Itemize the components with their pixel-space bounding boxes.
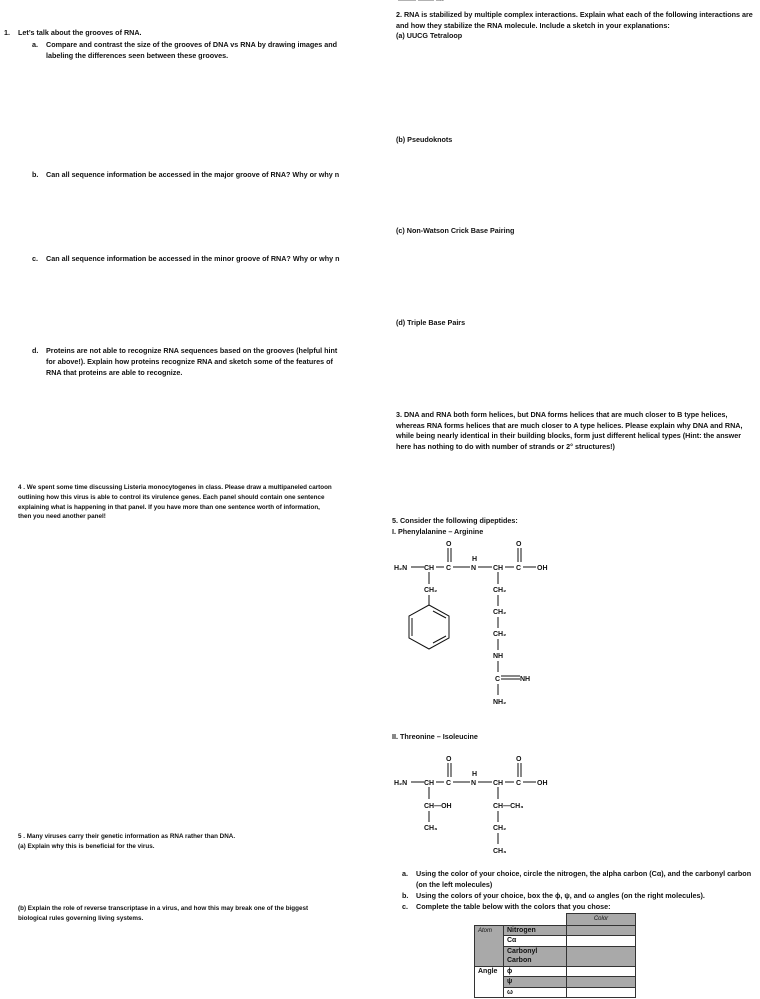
chem2-ch-oh: CH—OH: [424, 803, 452, 810]
q2-line-2: and how they stabilize the RNA molecule. Include a sketch in your explanations:: [396, 20, 670, 30]
table-color-phi[interactable]: [567, 966, 636, 977]
q3-line-3: while being nearly identical in their building blocks, form just different helical types (Hint: the answer: [396, 431, 742, 440]
table-color-omega[interactable]: [567, 987, 636, 998]
q5-sub-a-label: a.: [402, 869, 408, 878]
q3-line-1: 3. DNA and RNA both form helices, but DNA forms helices that are much closer to B type helices,: [396, 410, 728, 419]
chem-ch-2: CH: [493, 565, 504, 572]
chem2-c: C: [446, 780, 452, 787]
chem-h: H: [472, 556, 478, 563]
chem-o-2: O: [516, 541, 522, 548]
chem-ch2-arg-1: CH₂: [493, 587, 507, 594]
chem2-ch2-ile: CH₂: [493, 825, 507, 832]
table-atom-label: Atom: [475, 925, 504, 966]
q1d-label: d.: [32, 346, 39, 355]
table-atom-carbonyl: Carbonyl Carbon: [504, 946, 567, 966]
q5-sub-c-label: c.: [402, 902, 408, 911]
chem2-h: H: [472, 771, 478, 778]
table-angle-psi: ψ: [504, 977, 567, 988]
q5b-line-1: (b) Explain the role of reverse transcriptase in a virus, and how this may break one of the biggest: [18, 905, 309, 912]
chem-ch2-phe: CH₂: [424, 587, 438, 594]
q1a-line-2: labeling the differences seen between these grooves.: [46, 51, 229, 60]
chem-oh: OH: [537, 565, 548, 572]
q1b-label: b.: [32, 170, 39, 179]
chem-n: N: [471, 565, 477, 572]
chem-c-2: C: [516, 565, 522, 572]
chem2-o: O: [446, 756, 452, 763]
q4-line-3: explaining what is happening in that panel. If you have more than one sentence worth of information,: [18, 503, 320, 511]
q2d-text: (d) Triple Base Pairs: [396, 318, 466, 327]
q1c-label: c.: [32, 254, 38, 263]
q3-line-4: here has nothing to do with number of strands or 2° structures!): [396, 441, 615, 451]
q1d-line-2: for above!). Explain how proteins recognize RNA and sketch some of the features of: [46, 357, 333, 366]
q4-line-4: then you need another panel!: [18, 513, 106, 521]
q1-intro: Let’s talk about the grooves of RNA.: [18, 28, 142, 37]
q1-number: 1.: [4, 28, 10, 37]
chem2-n: N: [471, 780, 477, 787]
q2-block: [396, 10, 760, 42]
chem-c: C: [446, 565, 452, 572]
table-atom-calpha: Cα: [504, 936, 567, 947]
chem2-ch3-thr: CH₃: [424, 825, 438, 832]
q5-line-1: 5 . Many viruses carry their genetic information as RNA rather than DNA.: [18, 833, 236, 840]
q3-block: [396, 410, 758, 452]
chem-ch2-arg-3: CH₂: [493, 631, 507, 638]
q1c-text: Can all sequence information be accessed in the minor groove of RNA? Why or why n: [46, 254, 340, 263]
table-color-psi[interactable]: [567, 977, 636, 988]
chem2-o-2: O: [516, 756, 522, 763]
q4-line-1: 4 . We spent some time discussing Listeria monocytogenes in class. Please draw a multipaneled cartoon: [18, 484, 332, 491]
q2-line-1: 2. RNA is stabilized by multiple complex interactions. Explain what each of the following interactions are: [396, 10, 753, 19]
chem-c-guan: C: [495, 676, 501, 683]
q4-block: [18, 483, 378, 522]
dipeptide-1-structure: [380, 532, 580, 714]
chem2-h2n: H₂N: [394, 780, 408, 787]
chem2-oh: OH: [537, 780, 548, 787]
chem-ch2-arg-2: CH₂: [493, 609, 507, 616]
q3-line-2: whereas RNA forms helices that are much closer to A type helices. Please explain why DNA and RNA,: [396, 420, 743, 430]
table-color-header: Color: [567, 914, 636, 926]
q1a-line-1: Compare and contrast the size of the grooves of DNA vs RNA by drawing images and: [46, 40, 338, 49]
chem-ch: CH: [424, 565, 435, 572]
q5-dipeptide-intro: 5. Consider the following dipeptides:: [392, 516, 518, 525]
q4-line-2: outlining how this virus is able to control its virulence genes. Each panel should contain one sentence: [18, 493, 325, 501]
q1d-line-1: Proteins are not able to recognize RNA sequences based on the grooves (helpful hint: [46, 346, 338, 355]
q2a-text: (a) UUCG Tetraloop: [396, 31, 463, 40]
q1a-label: a.: [32, 40, 38, 49]
chem-eq-nh: NH: [520, 676, 531, 683]
chem2-c-2: C: [516, 780, 522, 787]
table-angle-label: Angle: [475, 966, 504, 998]
q5b-virus-block: [18, 904, 378, 924]
chem-h2n: H₂N: [394, 565, 408, 572]
q1b-text: Can all sequence information be accessed in the major groove of RNA? Why or why n: [46, 170, 340, 179]
dipeptide-2-structure: [380, 748, 580, 860]
header-fragment: [398, 0, 478, 5]
table-color-nitrogen[interactable]: [567, 925, 636, 936]
q1d-line-3: RNA that proteins are able to recognize.: [46, 368, 183, 377]
chem2-ch: CH: [424, 780, 435, 787]
q2b-text: (b) Pseudoknots: [396, 135, 453, 144]
q5-virus-block: [18, 832, 378, 852]
table-angle-phi: ϕ: [504, 966, 567, 977]
q5b-line-2: biological rules governing living systems.: [18, 914, 144, 922]
q5-sub-c-text: Complete the table below with the colors that you chose:: [416, 902, 611, 911]
color-table: [474, 913, 636, 998]
chem2-ch-2: CH: [493, 780, 504, 787]
q5-sub-b-text: Using the colors of your choice, box the ϕ, ψ, and ω angles (on the right molecules).: [416, 891, 705, 900]
chem2-ch3-ile: CH₃: [493, 848, 507, 855]
table-color-carbonyl[interactable]: [567, 946, 636, 966]
chem2-ch-ch3: CH—CH₃: [493, 803, 524, 810]
dipeptide-2-title: II. Threonine – Isoleucine: [392, 732, 478, 741]
q5a-text: (a) Explain why this is beneficial for the virus.: [18, 842, 155, 850]
table-atom-nitrogen: Nitrogen: [504, 925, 567, 936]
table-color-calpha[interactable]: [567, 936, 636, 947]
chem-o: O: [446, 541, 452, 548]
q5-sub-b-label: b.: [402, 891, 409, 900]
q5-sub-a-line-1: Using the color of your choice, circle the nitrogen, the alpha carbon (Cα), and the carbonyl carbon: [416, 869, 752, 878]
q2c-text: (c) Non-Watson Crick Base Pairing: [396, 226, 515, 235]
chem-nh: NH: [493, 653, 504, 660]
dipeptide-1-title: I. Phenylalanine – Arginine: [392, 526, 484, 536]
q5-sub-a-line-2: (on the left molecules): [416, 880, 493, 889]
table-angle-omega: ω: [504, 987, 567, 998]
chem-nh2: NH₂: [493, 699, 507, 706]
